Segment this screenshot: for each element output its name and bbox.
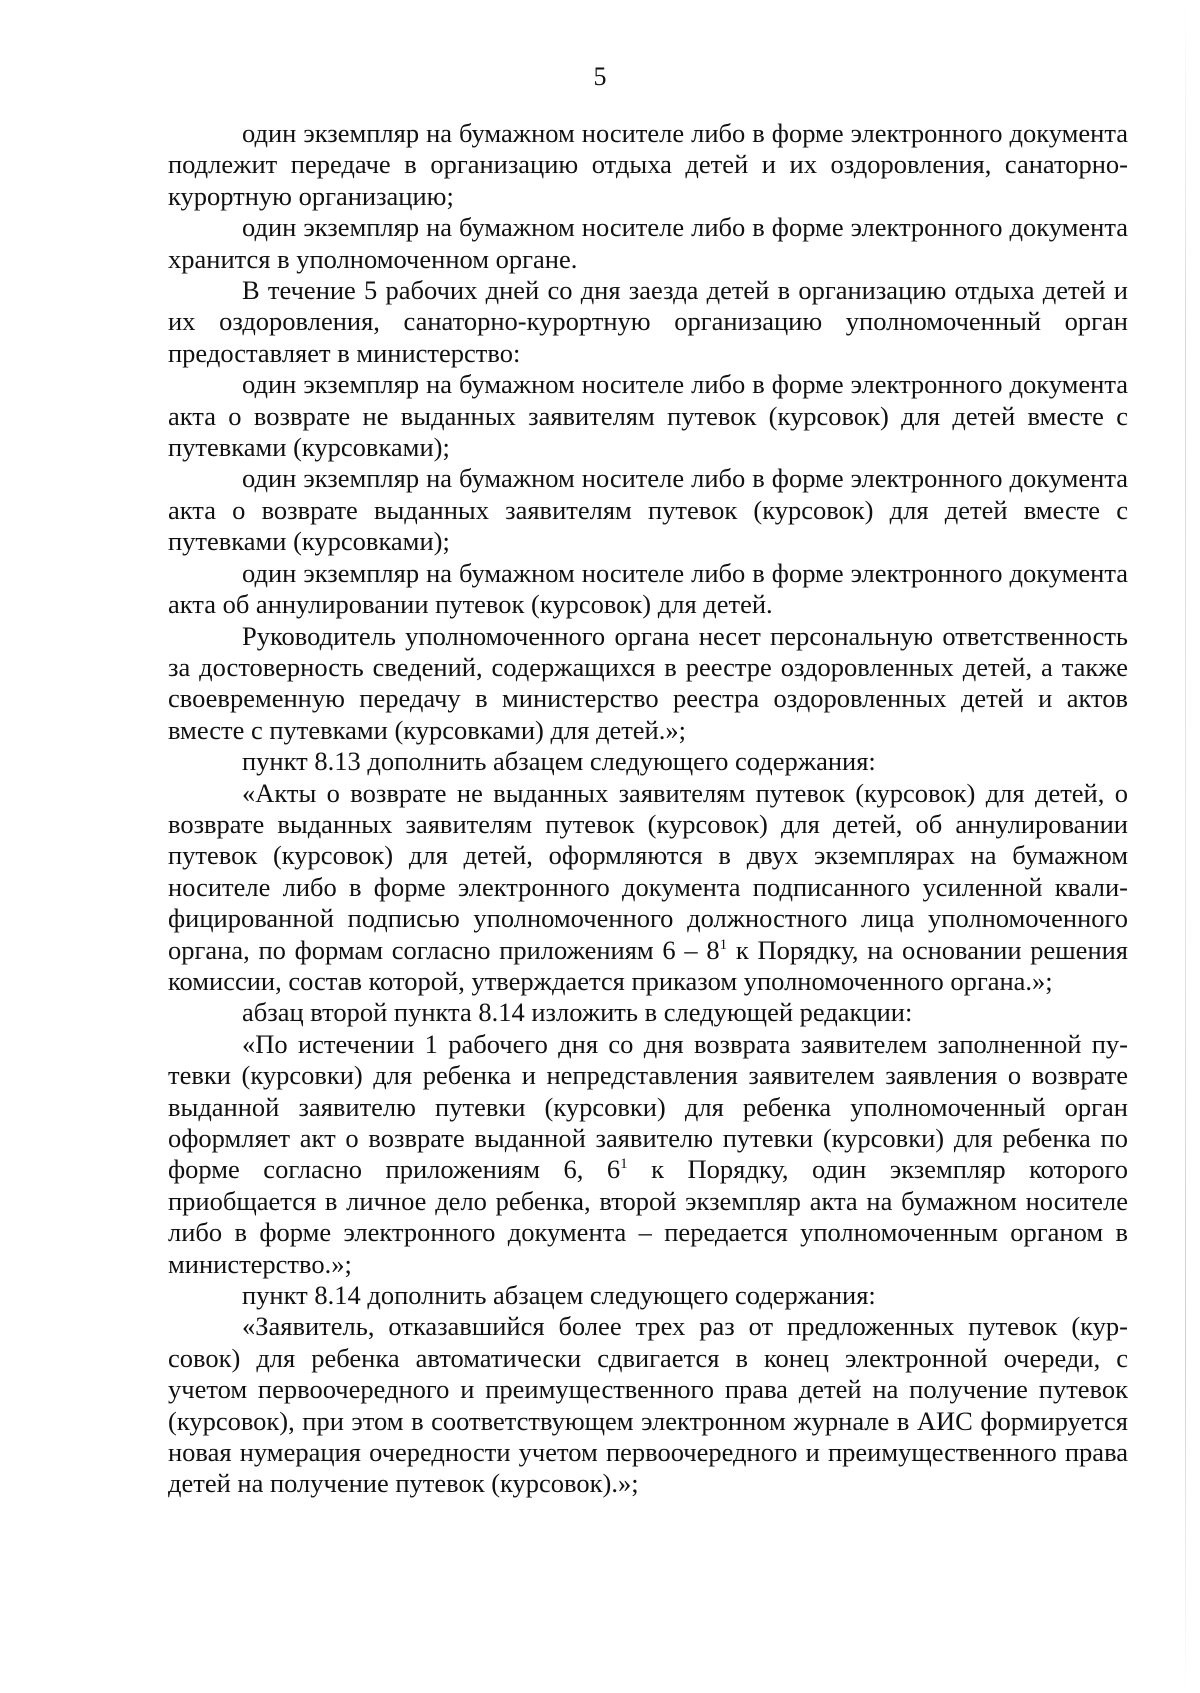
paragraph-text-part: «Акты о возврате не выданных заявителям путевок (курсовок) для детей, о возврате выданных заявителям путевок (курсовок) для детей, об аннулировании путевок (курсовок) для детей, оформляются в двух экземплярах на бумажном носителе либо в форме электронного документа подписанного усиленной квалифицированной подписью уполномоченного должностного лица уполномоченного органа, по формам согласно приложениям 6 – 8 — [168, 777, 1128, 965]
paragraph-text-part: «По истечении 1 рабочего дня со дня возврата заявителем заполненной путевки (курсовки) для ребенка и непредставления заявителем заявления о возврате выданной заявителю путевки (курсовки) для ребенка уполномоченный орган оформляет акт о возврате выданной заявителю путевки (курсовки) для ребенка по форме согласно приложениям 6, 6 — [168, 1028, 1128, 1185]
paragraph-act-not-issued: один экземпляр на бумажном носителе либо в форме электронного документа акта о возврате не выданных заявителям путевок (курсовок) для детей вместе с путевками (курсовками); — [168, 369, 1128, 463]
paragraph-clause-8-13-amendment: пункт 8.13 дополнить абзацем следующего содержания: — [242, 746, 876, 777]
paragraph-head-responsibility: Руководитель уполномоченного органа несет персональную ответственность за достоверность сведений, содержащихся в реестре оздоровленных детей, а также своевременную передачу в министерство реестра оздоровленных детей и актов вместе с путевками (курсовками) для детей.»; — [168, 620, 1128, 745]
paragraph-text-part: к Порядку, на основании решения комиссии, состав которой, утверждается приказом уполномоченного органа.»; — [168, 934, 1128, 996]
page-number: 5 — [593, 62, 607, 91]
paragraph-copy-to-organization: один экземпляр на бумажном носителе либо в форме электронного документа подлежит передаче в организацию отдыха детей и их оздоровления, санаторно-курортную организацию; — [168, 118, 1128, 211]
paragraph-act-issued: один экземпляр на бумажном носителе либо в форме электронного документа акта о возврате выданных заявителям путевок (курсовок) для детей вместе с путевками (курсовками); — [168, 463, 1128, 557]
paragraph-act-annulment: один экземпляр на бумажном носителе либо в форме электронного документа акта об аннулировании путевок (курсовок) для детей. — [168, 557, 1128, 620]
paragraph-copy-stored: один экземпляр на бумажном носителе либо в форме электронного документа хранится в уполномоченном органе. — [168, 212, 1128, 274]
paragraph-return-expiry — [168, 1029, 1128, 1280]
paragraph-acts-formalization — [168, 778, 1128, 998]
paragraph-applicant-refusal: «Заявитель, отказавшийся более трех раз от предложенных путевок (курсовок) для ребенка автоматически сдвигается в конец электронной очереди, с учетом первоочередного и преимущественного права детей на получение путевок (курсовок), при этом в соответствующем электронном журнале в АИС формируется новая нумерация очередности учетом первоочередного и преимущественного права детей на получение путевок (курсовок).»; — [168, 1311, 1128, 1499]
paragraph-text-part: к Порядку, один экземпляр которого приобщается в личное дело ребенка, второй экземпляр акта на бумажном носителе либо в форме электронного документа – передается уполномоченным органом в министерство.»; — [168, 1154, 1128, 1279]
superscript: 1 — [620, 1156, 628, 1173]
superscript: 1 — [719, 936, 728, 953]
paragraph-five-working-days: В течение 5 рабочих дней со дня заезда детей в организацию отдыха детей и их оздоровления, санаторно-курортную организацию уполномоченный орган предоставляет в министерство: — [168, 275, 1128, 368]
scan-edge-line — [1185, 0, 1186, 1693]
paragraph-clause-8-14-second-subpara: абзац второй пункта 8.14 изложить в следующей редакции: — [242, 997, 913, 1028]
document-body — [168, 118, 1128, 1500]
paragraph-clause-8-14-amendment: пункт 8.14 дополнить абзацем следующего содержания: — [242, 1280, 876, 1311]
